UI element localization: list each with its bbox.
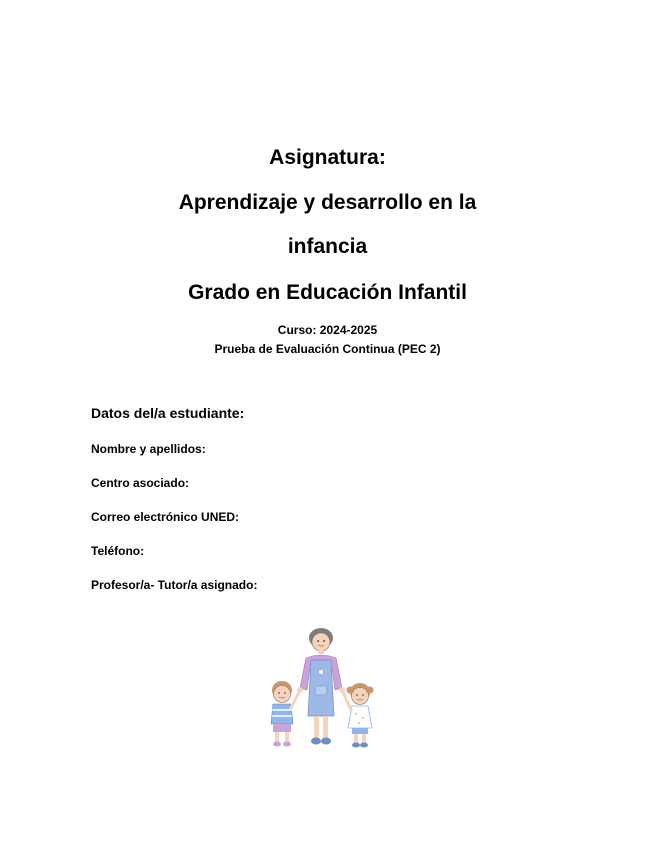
field-center: Centro asociado:	[91, 476, 190, 490]
teacher-figure-icon	[297, 628, 345, 745]
boy-figure-icon	[271, 681, 300, 747]
field-tutor: Profesor/a- Tutor/a asignado:	[91, 578, 258, 592]
title-subject-label: Asignatura:	[269, 146, 386, 169]
student-data-heading: Datos del/a estudiante:	[91, 405, 245, 421]
title-subject-name-line1: Aprendizaje y desarrollo en la	[178, 191, 477, 214]
title-degree: Grado en Educación Infantil	[188, 281, 467, 304]
field-name: Nombre y apellidos:	[91, 442, 206, 456]
course-year: Curso: 2024-2025	[277, 323, 378, 337]
girl-figure-icon	[342, 683, 374, 748]
field-phone: Teléfono:	[91, 544, 145, 558]
field-email: Correo electrónico UNED:	[91, 510, 240, 524]
teacher-with-children-icon	[262, 628, 387, 753]
title-subject-name-line2: infancia	[287, 235, 368, 258]
course-test: Prueba de Evaluación Continua (PEC 2)	[214, 342, 441, 356]
